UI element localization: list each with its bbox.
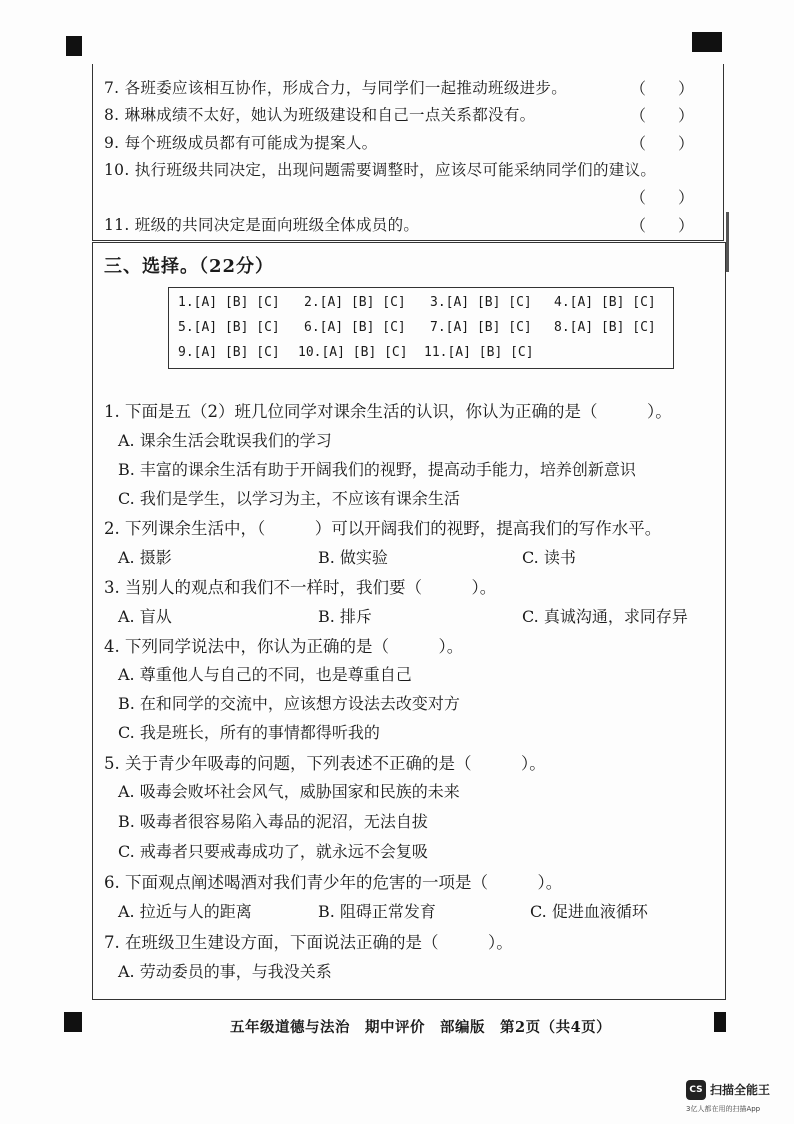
registration-mark-top-right (692, 32, 722, 52)
question-stem-3: 3. 当别人的观点和我们不一样时，我们要（ ）。 (104, 578, 497, 597)
question-2-option-b[interactable]: B. 做实验 (318, 548, 388, 567)
question-stem-6: 6. 下面观点阐述喝酒对我们青少年的危害的一项是（ ）。 (104, 873, 563, 892)
question-1-option-a[interactable]: A. 课余生活会耽误我们的学习 (118, 431, 332, 450)
answer-cell[interactable]: 2.[A] [B] [C] (304, 295, 406, 310)
question-stem-4: 4. 下列同学说法中，你认为正确的是（ ）。 (104, 637, 464, 656)
question-stem-7: 7. 在班级卫生建设方面，下面说法正确的是（ ）。 (104, 933, 513, 952)
answer-cell[interactable]: 4.[A] [B] [C] (554, 295, 656, 310)
camscanner-logo-icon: CS (686, 1080, 706, 1100)
question-3-option-b[interactable]: B. 排斥 (318, 607, 372, 626)
tf-answer-paren[interactable]: （ ） (630, 134, 695, 153)
question-3-option-c[interactable]: C. 真诚沟通，求同存异 (522, 607, 688, 626)
tf-answer-paren[interactable]: （ ） (630, 79, 695, 98)
scanner-watermark (686, 1080, 794, 1120)
registration-mark-bottom-left (64, 1012, 82, 1032)
answer-cell[interactable]: 7.[A] [B] [C] (430, 320, 532, 335)
page-footer: 五年级道德与法治 期中评价 部编版 第2页（共4页） (230, 1019, 612, 1036)
question-stem-2: 2. 下列课余生活中，（ ）可以开阔我们的视野，提高我们的写作水平。 (104, 519, 662, 538)
question-2-option-c[interactable]: C. 读书 (522, 548, 576, 567)
question-5-option-a[interactable]: A. 吸毒会败坏社会风气，威胁国家和民族的未来 (118, 782, 460, 801)
tf-answer-paren[interactable]: （ ） (630, 188, 695, 207)
registration-mark-top-left (66, 36, 82, 56)
question-3-option-a[interactable]: A. 盲从 (118, 607, 172, 626)
question-1-option-c[interactable]: C. 我们是学生，以学习为主，不应该有课余生活 (118, 489, 460, 508)
answer-cell[interactable]: 8.[A] [B] [C] (554, 320, 656, 335)
answer-cell[interactable]: 5.[A] [B] [C] (178, 320, 280, 335)
question-7-option-a[interactable]: A. 劳动委员的事，与我没关系 (118, 962, 332, 981)
question-2-option-a[interactable]: A. 摄影 (118, 548, 172, 567)
question-6-option-c[interactable]: C. 促进血液循环 (530, 902, 648, 921)
tf-item-7: 7. 各班委应该相互协作，形成合力，与同学们一起推动班级进步。 (104, 79, 568, 97)
tf-item-9: 9. 每个班级成员都有可能成为提案人。 (104, 134, 378, 152)
watermark-tagline: 3亿人都在用的扫描App (686, 1105, 761, 1113)
registration-mark-bottom-right (714, 1012, 726, 1032)
answer-cell[interactable]: 3.[A] [B] [C] (430, 295, 532, 310)
question-1-option-b[interactable]: B. 丰富的课余生活有助于开阔我们的视野，提高动手能力，培养创新意识 (118, 460, 636, 479)
question-6-option-a[interactable]: A. 拉近与人的距离 (118, 902, 252, 921)
section-title: 三、选择。（22分） (104, 256, 275, 277)
answer-cell[interactable]: 10.[A] [B] [C] (298, 345, 408, 360)
answer-cell[interactable]: 1.[A] [B] [C] (178, 295, 280, 310)
question-stem-5: 5. 关于青少年吸毒的问题，下列表述不正确的是（ ）。 (104, 754, 546, 773)
scan-scuff (726, 212, 729, 272)
question-4-option-b[interactable]: B. 在和同学的交流中，应该想方设法去改变对方 (118, 694, 460, 713)
answer-cell[interactable]: 11.[A] [B] [C] (424, 345, 534, 360)
question-4-option-c[interactable]: C. 我是班长，所有的事情都得听我的 (118, 723, 380, 742)
question-4-option-a[interactable]: A. 尊重他人与自己的不同，也是尊重自己 (118, 665, 412, 684)
answer-cell[interactable]: 6.[A] [B] [C] (304, 320, 406, 335)
tf-answer-paren[interactable]: （ ） (630, 216, 695, 235)
question-stem-1: 1. 下面是五（2）班几位同学对课余生活的认识，你认为正确的是（ ）。 (104, 402, 672, 421)
question-6-option-b[interactable]: B. 阻碍正常发育 (318, 902, 436, 921)
tf-item-8: 8. 琳琳成绩不太好，她认为班级建设和自己一点关系都没有。 (104, 106, 536, 124)
answer-cell[interactable]: 9.[A] [B] [C] (178, 345, 280, 360)
question-5-option-b[interactable]: B. 吸毒者很容易陷入毒品的泥沼，无法自拔 (118, 812, 428, 831)
question-5-option-c[interactable]: C. 戒毒者只要戒毒成功了，就永远不会复吸 (118, 842, 428, 861)
tf-item-10: 10. 执行班级共同决定，出现问题需要调整时，应该尽可能采纳同学们的建议。 (104, 161, 657, 179)
tf-item-11: 11. 班级的共同决定是面向班级全体成员的。 (104, 216, 420, 234)
tf-answer-paren[interactable]: （ ） (630, 106, 695, 125)
watermark-name: 扫描全能王 (710, 1083, 771, 1097)
